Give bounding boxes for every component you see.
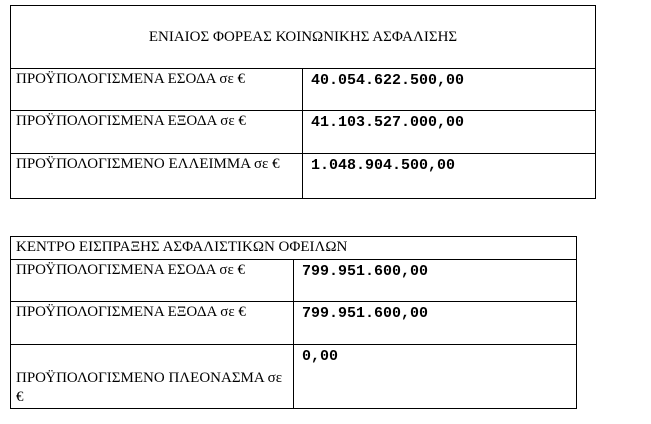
efka-revenue-value: 40.054.622.500,00 [303,69,596,111]
keao-expenses-value: 799.951.600,00 [294,302,577,345]
keao-expenses-label: ΠΡΟΫΠΟΛΟΓΙΣΜΕΝΑ ΕΞΟΔΑ σε € [11,302,294,345]
keao-table-title: ΚΕΝΤΡΟ ΕΙΣΠΡΑΞΗΣ ΑΣΦΑΛΙΣΤΙΚΩΝ ΟΦΕΙΛΩΝ [11,237,577,260]
efka-table-title: ΕΝΙΑΙΟΣ ΦΟΡΕΑΣ ΚΟΙΝΩΝΙΚΗΣ ΑΣΦΑΛΙΣΗΣ [11,6,596,69]
efka-expenses-value: 41.103.527.000,00 [303,111,596,154]
efka-deficit-value: 1.048.904.500,00 [303,154,596,199]
keao-surplus-label: ΠΡΟΫΠΟΛΟΓΙΣΜΕΝΟ ΠΛΕΟΝΑΣΜΑ σε € [11,345,294,409]
keao-revenue-label: ΠΡΟΫΠΟΛΟΓΙΣΜΕΝΑ ΕΣΟΔΑ σε € [11,260,294,302]
keao-surplus-value: 0,00 [294,345,577,409]
efka-expenses-label: ΠΡΟΫΠΟΛΟΓΙΣΜΕΝΑ ΕΞΟΔΑ σε € [11,111,303,154]
efka-revenue-label: ΠΡΟΫΠΟΛΟΓΙΣΜΕΝΑ ΕΣΟΔΑ σε € [11,69,303,111]
efka-deficit-label: ΠΡΟΫΠΟΛΟΓΙΣΜΕΝΟ ΕΛΛΕΙΜΜΑ σε € [11,154,303,199]
efka-budget-table [10,5,596,199]
keao-revenue-value: 799.951.600,00 [294,260,577,302]
keao-budget-table [10,236,577,409]
